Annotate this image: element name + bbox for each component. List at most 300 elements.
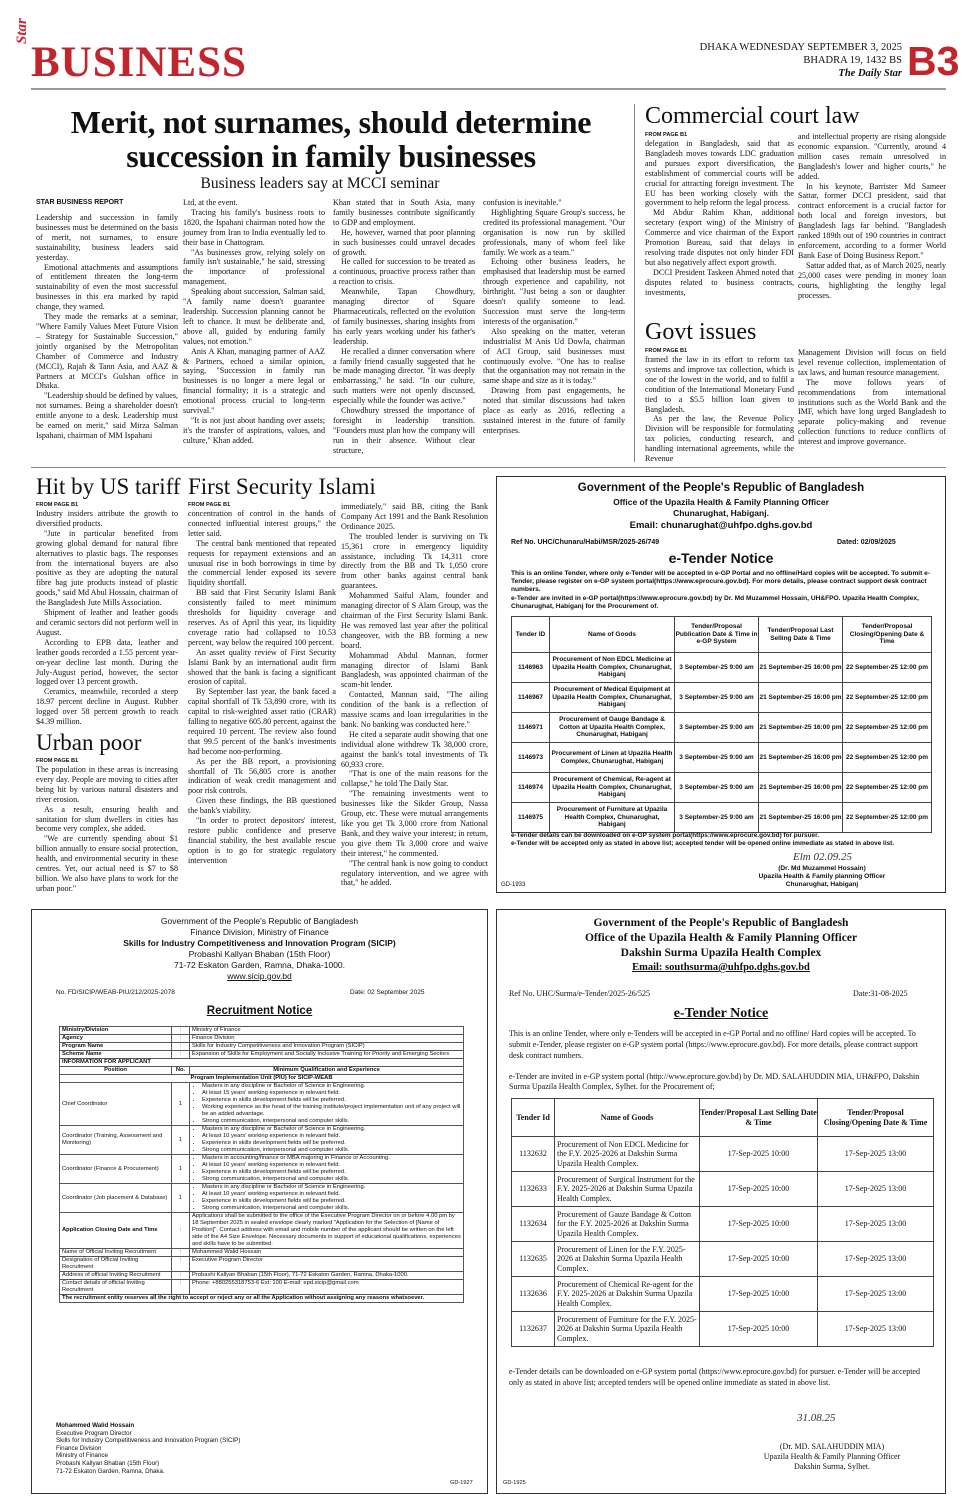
ad2-info-colon: : xyxy=(172,1027,190,1035)
ad2-info-head-row xyxy=(60,1059,464,1067)
ad2-closing-text: Applications shall be submitted to the office of the Executive Program Director on or before 4.00 pm by 18 September 2025 in sealed envelope clearly marked "Application for the Selection of [Name of Position]". Contact address with email and mobile number of the applicant should be written on the left side of the A4 Size Envelope. Necessary documents in support of educational qualifications, experiences and skills have to be submitted. xyxy=(190,1213,464,1249)
ad2-contact-label: Designation of Official Inviting Recruitment xyxy=(60,1257,172,1272)
urban-paragraph: The population in these areas is increasing every day. People are moving to cities after being hit by various natural disasters and river erosion. xyxy=(36,765,178,804)
ad3-sig-name: (Dr. MD. SALAHUDDIN MIA) xyxy=(779,1442,885,1451)
ad2-qual-item: • Working experience as the head of the training institute/project implementation unit of any project will be an added advantage. xyxy=(202,1104,461,1118)
ad1-cell-id: 1146967 xyxy=(512,683,550,713)
ad3-complex-line: Dakshin Surma Upazila Health Complex xyxy=(620,947,822,959)
ad2-position-name: Coordinator (Job placement & Database) xyxy=(60,1184,172,1213)
govt-from-page: FROM PAGE B1 xyxy=(645,348,688,354)
fsibl-col1-paragraph: By September last year, the bank faced a capital shortfall of Tk 53,890 crore, with its capital to risk-weighted asset ratio (CRAR) falling to negative 605.80 percent, against the required 10 percent. The review also found that 99.5 percent of the bank's investments had become non-performing. xyxy=(188,687,336,756)
ad2-unit: Program Implementation Unit (PIU) for SICIP-WEAB xyxy=(60,1075,464,1083)
ad1-cell-pub: 3 September-25 9:00 am xyxy=(675,683,759,713)
sicip-recruitment-ad xyxy=(31,909,488,1494)
ad2-signature-line: Mohammed Walid Hossain xyxy=(56,1422,135,1429)
ad3-cell-sell: 17-Sep-2025 10:00 xyxy=(700,1312,818,1347)
fsibl-col2-paragraph: The troubled lender is surviving on Tk 15,361 crore in emergency liquidity assistance, including Tk 14,311 crore directly from the BB and Tk 1,050 crore from other banks against central bank guarantees. xyxy=(341,531,488,591)
ad2-qual-list xyxy=(192,1083,461,1125)
ad1-cell-goods: Procurement of Gauge Bandage & Cotton at Upazila Health Complex, Chunarughat, Habiganj xyxy=(550,713,675,743)
ad3-cell-goods: Procurement of Non EDCL Medicine for the F.Y. 2025-2026 at Dakshin Surma Upazila Health Complex. xyxy=(555,1137,700,1172)
ad1-sig-place: Chunarughat, Habiganj xyxy=(785,881,859,888)
fsibl-col1-paragraph: An asset quality review of First Security Islami Bank by an international audit firm showed that the bank is facing a significant erosion of capital. xyxy=(188,647,336,687)
ad2-info-value: Expansion of Skills for Employment and Socially Inclusive Training for Priority and Emerging Sectors xyxy=(190,1051,464,1059)
bhadra-date: BHADRA 19, 1432 BS xyxy=(803,55,902,66)
lead-col2-paragraph: "As businesses grow, relying solely on family isn't sustainable," he said, stressing the importance of professional management. xyxy=(183,247,325,287)
fsibl-col2-paragraph: "That is one of the main reasons for the collapse," he told The Daily Star. xyxy=(341,769,488,789)
ad2-contact-value: Probashi Kallyan Bhaban (15th Floor), 71-72 Eskaton Garden, Ramna, Dhaka-1000. xyxy=(190,1272,464,1280)
commercial-col1-paragraph: DCCI President Taskeen Ahmed noted that disputes related to business contracts, investments, xyxy=(645,267,794,297)
commercial-col1-paragraph: delegation in Bangladesh, said that as Bangladesh moves towards LDC graduation and pursues export diversification, the establishment of commercial courts will be crucial for attracting foreign investment. The EU has been working closely with the government to help reform the legal process. xyxy=(645,139,794,208)
ad1-cell-id: 1146974 xyxy=(512,773,550,803)
ad1-signature: Elm 02.09.25 xyxy=(793,851,852,863)
tariff-paragraph: According to EPB data, leather and leather goods recorded a 1.55 percent year-on-year decline last month. During the July-August period, however, the sector logged over 13 percent growth. xyxy=(36,637,178,687)
fsibl-col2-paragraph: He cited a separate audit showing that one individual alone withdrew Tk 38,000 crore, against the bank's total investments of Tk 60,933 crore. xyxy=(341,729,488,769)
ad1-title: e-Tender Notice xyxy=(668,550,774,566)
ad3-cell-sell: 17-Sep-2025 10:00 xyxy=(700,1207,818,1242)
ad3-date: Date:31-08-2025 xyxy=(853,989,908,998)
page-number: B3 xyxy=(907,38,960,84)
ad2-info-label: Ministry/Division xyxy=(60,1027,172,1035)
section-title: BUSINESS xyxy=(31,39,247,86)
ad2-info-label: Program Name xyxy=(60,1043,172,1051)
ad2-qual-list xyxy=(192,1184,461,1212)
fsibl-col1-paragraph: BB said that First Security Islami Bank consistently failed to meet minimum thresholds for liquidity coverage and reserves. As of April this year, its liquidity coverage ratio had collapsed to 10.53 percent, way below the required 100 percent. xyxy=(188,588,336,647)
ad1-th-id: Tender ID xyxy=(512,617,550,653)
ad1-sig-title: Upazila Health & Family planning Officer xyxy=(758,873,886,880)
ad1-cell-id: 1146975 xyxy=(512,803,550,833)
ad2-position-no: 1 xyxy=(172,1184,190,1213)
ad2-contact-colon: : xyxy=(172,1280,190,1295)
lead-col3-paragraph: He, however, warned that poor planning in such businesses could unravel decades of growth. xyxy=(333,227,475,257)
ad3-email[interactable]: Email: southsurma@uhfpo.dghs.gov.bd xyxy=(632,962,810,973)
ad1-cell-close: 22 September-25 12:00 pm xyxy=(843,653,932,683)
ad1-email: Email: chunarughat@uhfpo.dghs.gov.bd xyxy=(629,520,813,531)
ad3-sig-place: Dakshin Surma, Sylhet. xyxy=(794,1462,870,1471)
ad1-cell-id: 1146971 xyxy=(512,713,550,743)
ad2-info-value: Skills for Industry Competitiveness and Innovation Program (SICIP) xyxy=(190,1043,464,1051)
ad1-cell-close: 22 September-25 12:00 pm xyxy=(843,743,932,773)
ad3-invite: e-Tender are invited in e-GP system portal (http://www.eprocure.gov.bd) by Dr. MD. SALAHUDDIN MIA, UH&FPO, Dakshin Surma Upazila Health Complex, Sylhet. for the Procurement of; xyxy=(509,1072,920,1091)
lead-col4-paragraph: Drawing from past engagements, he noted that similar discussions had taken place as early as 2016, reflecting a sustained interest in the future of family enterprises. xyxy=(483,386,625,435)
ad2-qual-item: • Masters in any discipline or Bachelor of Science in Engineering. xyxy=(202,1184,461,1191)
ad3-table-row xyxy=(512,1312,934,1347)
ad3-cell-close: 17-Sep-2025 13:00 xyxy=(818,1172,934,1207)
govt-column-1 xyxy=(645,355,794,464)
ad3-table-row xyxy=(512,1207,934,1242)
ad1-date: Dated: 02/09/2025 xyxy=(837,539,896,546)
ad2-position-no: 1 xyxy=(172,1126,190,1155)
fsibl-col1-paragraph: The central bank mentioned that repeated requests for repayment extensions and an unusual rise in both borrowings in time by the commercial lender exposed its severe liquidity shortfall. xyxy=(188,538,336,588)
ad3-th-close: Tender/Proposal Closing/Opening Date & Time xyxy=(818,1099,934,1137)
ad2-col-no: No. xyxy=(172,1067,190,1075)
ad3-cell-sell: 17-Sep-2025 10:00 xyxy=(700,1277,818,1312)
ad2-qual-item: • Strong communication, interpersonal and computer skills. xyxy=(202,1176,461,1183)
govt-col1-paragraph: framed the law in its effort to reform tax systems and improve tax collection, which is one of the lowest in the world, and to fulfil a condition of the International Monetary Fund tied to a $5.5 billion loan given to Bangladesh. xyxy=(645,355,794,414)
lead-col3-paragraph: He recalled a dinner conversation where a family friend casually suggested that he be made managing director. "It was deeply embarrassing," he said. "In our culture, such matters were not openly discussed, especially while the founder was active." xyxy=(333,346,475,406)
commercial-col2-paragraph: and intellectual property are rising alongside economic expansion. "Currently, around 4 million cases remain unresolved in Bangladesh's lower and higher courts," he added. xyxy=(798,132,946,181)
ad3-table-header xyxy=(512,1099,934,1137)
ad1-intro: This is an online Tender, where only e-Tender will be accepted in e-GP Portal and no offline/Hard copies will be accepted. To submit e-Tender, please register on e-GP system portal(https://www.eprocure.gov.bd). For more details, please contract support desk contract numbers. xyxy=(511,570,931,593)
ad3-cell-goods: Procurement of Gauze Bandage & Cotton for the F.Y. 2025-2026 at Dakshin Surma Upazila Health Complex. xyxy=(555,1207,700,1242)
masthead xyxy=(0,0,977,96)
fsibl-col1-paragraph: As per the BB report, a provisioning shortfall of Tk 56,805 crore is another indication of weak credit management and poor risk controls. xyxy=(188,756,336,796)
lead-col4-paragraph: Highlighting Square Group's success, he credited its professional management. "Our organisation is now run by skilled professionals, many of whom feel like family. We work as a team." xyxy=(483,207,625,257)
ad2-contact-colon: : xyxy=(172,1272,190,1280)
ad1-table-header xyxy=(512,617,932,653)
lead-col2-paragraph: Anis A Khan, managing partner of AAZ & Partners, echoed a similar opinion, saying, "Succession in family run businesses is no longer a mere legal or financial formality; it is a strategic and emotional process crucial to long-term survival." xyxy=(183,346,325,416)
lead-column-3 xyxy=(333,198,475,458)
ad1-cell-sell: 21 September-25 16:00 pm xyxy=(759,743,843,773)
lead-col2-paragraph: "It is not just about handing over assets; it's the transfer of aspirations, values, and culture," Khan added. xyxy=(183,415,325,445)
ad1-th-pub: Tender/Proposal Publication Date & Time in e-GP System xyxy=(675,617,759,653)
lead-right-rule xyxy=(634,104,635,462)
paper-name: The Daily Star xyxy=(838,68,902,79)
ad2-signature-line: Finance Division xyxy=(56,1444,102,1452)
lead-col2-paragraph: Tracing his family's business roots to 1820, the Ispahani chairman noted how the journey from Iran to India eventually led to their base in Chattogram. xyxy=(183,207,325,247)
ad2-qual-item: • Masters in accounting/finance or MBA majoring in Finance or Accounting. xyxy=(202,1155,461,1162)
ad2-signature-line: Probashi Kallyan Bhaban (15th Floor) xyxy=(56,1459,160,1467)
fsibl-col1-paragraph: concentration of control in the hands of connected influential interest groups," the letter said. xyxy=(188,509,336,538)
lead-col4-paragraph: Also speaking on the matter, veteran industrialist M Anis Ud Dowla, chairman of ACI Group, said businesses must continuously evolve. "One has to realise that the organisation may not remain in the same shape and size as it is today." xyxy=(483,326,625,386)
ad2-closing-label: Application Closing Date and Time xyxy=(60,1213,172,1249)
urban-paragraph: "We are currently spending about $1 billion annually to ensure social protection, health, and environmental security in these centres. Yet, our actual need is $7 to $8 billion. We also have plans to work for the urban poor." xyxy=(36,834,178,893)
ad1-ref: Ref No. UHC/Chunaru/Habi/MSR/2025-26/749 xyxy=(511,539,660,546)
lead-subhead: Business leaders say at MCCI seminar xyxy=(200,175,440,192)
ad3-cell-sell: 17-Sep-2025 10:00 xyxy=(700,1172,818,1207)
ad3-cell-close: 17-Sep-2025 13:00 xyxy=(818,1242,934,1277)
ad2-code: GD-1927 xyxy=(450,1480,473,1486)
section-rule-1 xyxy=(31,467,946,468)
ad2-contact-row xyxy=(60,1257,464,1272)
ad2-qual-item: • At least 10 years' working experience in relevant field. xyxy=(202,1191,461,1198)
govt-col2-paragraph: Management Division will focus on field level revenue collection, implementation of tax laws, and human resource management. xyxy=(798,348,946,377)
ad2-info-label: Scheme Name xyxy=(60,1051,172,1059)
ad2-reserve: The recruitment entity reserves all the right to accept or reject any or all the Application without assigning any reasons whatsoever. xyxy=(60,1295,464,1303)
ad2-info-label: Agency xyxy=(60,1035,172,1043)
ad2-position-quals xyxy=(190,1083,464,1126)
ad3-table-row xyxy=(512,1137,934,1172)
ad2-col-qual: Minimum Qualification and Experience xyxy=(190,1067,464,1075)
ad2-program: Skills for Industry Competitiveness and Innovation Program (SICIP) xyxy=(123,938,396,948)
ad2-ref: No. FD/SICIP/WEAB-PIU/212/2025-2078 xyxy=(56,989,175,996)
ad1-cell-close: 22 September-25 12:00 pm xyxy=(843,713,932,743)
ad2-qual-item: • Strong communication, interpersonal and computer skills. xyxy=(202,1147,461,1154)
ad1-tender-table xyxy=(511,616,932,833)
govt-col2-paragraph: The move follows years of recommendations from international institutions such as the World Bank and the IMF, which have long urged Bangladesh to separate policy-making and revenue collection functions to reduce conflicts of interest and improve governance. xyxy=(798,377,946,447)
ad1-cell-pub: 3 September-25 9:00 am xyxy=(675,743,759,773)
ad2-column-head-row xyxy=(60,1067,464,1075)
commercial-from-page: FROM PAGE B1 xyxy=(645,132,688,138)
ad1-table-row xyxy=(512,653,932,683)
ad3-cell-close: 17-Sep-2025 13:00 xyxy=(818,1207,934,1242)
lead-col1-paragraph: "Leadership should be defined by values, not surnames. Being a shareholder doesn't entitle anyone to a desk. Leadership must be earned on merit," said Mirza Salman Ispahani, chairman of MM Ispahani xyxy=(36,391,178,440)
ad2-qual-item: • Experience in skills development fields will be preferred. xyxy=(202,1169,461,1176)
ad1-cell-sell: 21 September-25 16:00 pm xyxy=(759,683,843,713)
ad2-info-row xyxy=(60,1035,464,1043)
urban-body xyxy=(36,765,178,893)
ad2-qual-item: • Experience in skills development fields will be preferred. xyxy=(202,1140,461,1147)
lead-col4-paragraph: confusion is inevitable." xyxy=(483,198,562,207)
ad3-foot: e-Tender details can be downloaded on e-GP system portal (https://www.eprocure.gov.bd) for pursuer. e-Tender will be accepted only as stated in above list; accepted tenders will be opened online immediate as stated in above list. xyxy=(509,1367,920,1387)
ad2-division: Finance Division, Ministry of Finance xyxy=(190,927,329,937)
ad3-cell-sell: 17-Sep-2025 10:00 xyxy=(700,1242,818,1277)
ad1-th-sell: Tender/Proposal Last Selling Date & Time xyxy=(759,617,843,653)
ad2-info-head: INFORMATION FOR APPLICANT xyxy=(60,1059,464,1067)
ad2-date: Date: 02 September 2025 xyxy=(350,989,425,996)
ad2-qual-item: • Experience in skills development fields will be preferred. xyxy=(202,1097,461,1104)
ad2-position-quals xyxy=(190,1155,464,1184)
ad1-table-row xyxy=(512,713,932,743)
ad1-cell-close: 22 September-25 12:00 pm xyxy=(843,803,932,833)
ad3-cell-goods: Procurement of Furniture for the F.Y. 2025-2026 at Dakshin Surma Upazila Health Complex. xyxy=(555,1312,700,1347)
govt-column-2 xyxy=(798,348,946,459)
ad2-website[interactable]: www.sicip.gov.bd xyxy=(227,971,292,981)
ad3-tender-table xyxy=(511,1098,934,1347)
ad1-cell-pub: 3 September-25 9:00 am xyxy=(675,803,759,833)
lead-col4-paragraph: Echoing other business leaders, he emphasised that leadership must be earned through experience and capability, not birthright. "Just being a son or daughter doesn't qualify someone to lead. Succession must serve the long-term interests of the organisation." xyxy=(483,257,625,326)
ad1-sig-name: (Dr. Md Muzammel Hossain) xyxy=(778,865,866,872)
ad1-cell-close: 22 September-25 12:00 pm xyxy=(843,683,932,713)
ad3-cell-id: 1132637 xyxy=(512,1312,555,1347)
ad2-position-quals xyxy=(190,1184,464,1213)
ad1-cell-goods: Procurement of Non EDCL Medicine at Upazila Health Complex, Chunarughat, Habiganj xyxy=(550,653,675,683)
lead-col3-paragraph: Meanwhile, Tapan Chowdhury, managing director of Square Pharmaceuticals, reflected on the evolution of family businesses, sharing insights from his early years working under his father's leadership. xyxy=(333,287,475,346)
ad3-ref: Ref No. UHC/Surma/e-Tender/2025-26/525 xyxy=(509,989,650,998)
ad3-cell-goods: Procurement of Surgical Instrument for the F.Y. 2025-2026 at Dakshin Surma Upazila Health Complex. xyxy=(555,1172,700,1207)
dakshin-surma-tender-ad xyxy=(496,909,946,1494)
ad2-contact-row xyxy=(60,1249,464,1257)
tariff-paragraph: Industry insiders attribute the growth to diversified products. xyxy=(36,509,178,528)
ad2-contact-colon: : xyxy=(172,1257,190,1272)
ad2-closing-colon: : xyxy=(172,1213,190,1249)
ad2-qual-list xyxy=(192,1155,461,1183)
lead-col1-paragraph: Emotional attachments and assumptions of entitlement threaten the long-term sustainability of even the most successful businesses in this era marked by rapid change, they warned. xyxy=(36,262,178,312)
ad3-th-id: Tender Id xyxy=(512,1099,555,1137)
ad1-invite: e-Tender are invited in e-GP portal(https://www.eprocure.gov.bd) by Dr. Md Muzammel Hossain, UH&FPO. Upazila Health Complex, Chunarughat, Habiganj for the Procurement of. xyxy=(511,595,919,610)
ad2-signature-line: Executive Program Director xyxy=(56,1429,132,1437)
lead-col1-paragraph: They made the remarks at a seminar, "Where Family Values Meet Future Vision – Strategy for Sustainable Succession," jointly organised by the Metropolitan Chamber of Commerce and Industry (MCCI), Rajah & Tann Asia, and AAZ & Partners at MCCI's Gulshan office in Dhaka. xyxy=(36,312,178,391)
ad1-cell-id: 1146963 xyxy=(512,653,550,683)
ad1-th-close: Tender/Proposal Closing/Opening Date & Time xyxy=(843,617,932,653)
lead-col1-paragraph: Leadership and succession in family businesses must be determined on the basis of merit, not surnames, to ensure sustainability, business leaders said yesterday. xyxy=(36,213,178,262)
ad3-th-sell: Tender/Proposal Last Selling Date & Time xyxy=(700,1099,818,1137)
ad2-signature-block xyxy=(56,1422,240,1475)
masthead-star-logo: Star xyxy=(14,18,30,44)
ad1-office-line: Office of the Upazila Health & Family Planning Officer xyxy=(613,497,829,507)
ad1-cell-goods: Procurement of Chemical, Re-agent at Upazila Health Complex, Chunarughat, Habiganj xyxy=(550,773,675,803)
ad2-info-row xyxy=(60,1043,464,1051)
ad1-cell-id: 1146973 xyxy=(512,743,550,773)
tariff-body xyxy=(36,509,178,727)
lead-col2-paragraph: Speaking about succession, Salman said, "A family name doesn't guarantee leadership. Succession planning cannot be left to chance. It must be deliberate and, above all, guided by enduring family values, not emotion." xyxy=(183,287,325,346)
ad2-contact-value: Mohammed Walid Hossain xyxy=(190,1249,464,1257)
ad3-signature: 31.08.25 xyxy=(797,1412,836,1424)
urban-headline: Urban poor xyxy=(36,730,142,755)
ad2-qual-item: • At least 10 years' working experience in relevant field. xyxy=(202,1133,461,1140)
ad2-position-no: 1 xyxy=(172,1083,190,1126)
tariff-paragraph: "Jute in particular benefited from growing global demand for natural fibre alternatives to plastic bags. The responses from the international buyers are also positive as they are adopting the natural fibre bag jute products instead of plastic goods," said Md Abul Hossain, chairman of the Bangladesh Jute Mills Association. xyxy=(36,528,178,608)
ad2-reserve-row xyxy=(60,1295,464,1303)
ad2-address: 71-72 Eskaton Garden, Ramna, Dhaka-1000. xyxy=(173,960,346,970)
ad1-th-goods: Name of Goods xyxy=(550,617,675,653)
ad2-position-row xyxy=(60,1126,464,1155)
ad2-contact-label: Address of official Inviting Recruitment xyxy=(60,1272,172,1280)
ad1-cell-close: 22 September-25 12:00 pm xyxy=(843,773,932,803)
ad2-col-position: Position xyxy=(60,1067,172,1075)
ad1-cell-sell: 21 September-25 16:00 pm xyxy=(759,653,843,683)
ad2-unit-row xyxy=(60,1075,464,1083)
chunarughat-tender-ad xyxy=(496,476,946,893)
ad2-position-name: Chief Coordinator xyxy=(60,1083,172,1126)
fsibl-column-2 xyxy=(341,502,488,887)
fsibl-col2-paragraph: Contacted, Mannan said, "The ailing condition of the bank is a reflection of massive scams and loan irregularities in the bank. No banking was conducted here." xyxy=(341,690,488,729)
lead-col2-paragraph: Ltd, at the event. xyxy=(183,198,238,207)
ad2-position-name: Coordinator (Training, Assessment and Monitoring) xyxy=(60,1126,172,1155)
ad1-cell-pub: 3 September-25 9:00 am xyxy=(675,713,759,743)
ad1-place-line: Chunarughat, Habiganj. xyxy=(673,508,769,518)
ad1-code: GD-1933 xyxy=(501,882,526,888)
ad2-info-value: Finance Division xyxy=(190,1035,464,1043)
ad2-info-colon: : xyxy=(172,1051,190,1059)
ad2-contact-label: Name of Official Inviting Recruitment xyxy=(60,1249,172,1257)
ad3-intro: This is an online Tender, where only e-Tenders will be accepted in e-GP Portal and no offline/ Hard copies will be accepted. To submit e-Tender, please register on e-GP system portal (https://www.eprocure.gov.bd). For more details, please contract support desk contract numbers. xyxy=(509,1029,918,1060)
fsibl-col2-paragraph: "The central bank is now going to conduct regulatory intervention, and we agree with that," he added. xyxy=(341,858,488,888)
commercial-column-2 xyxy=(798,132,946,318)
fsibl-col2-paragraph: Mohammad Abdul Mannan, former managing director of Islami Bank Bangladesh, was appointed chairman of the scam-hit lender. xyxy=(341,650,488,690)
lead-col3-paragraph: He called for succession to be treated as a continuous, proactive process rather than a reaction to crisis. xyxy=(333,257,475,287)
tariff-paragraph: Ceramics, meanwhile, recorded a steep 18.97 percent decline in August. Rubber logged over 58 percent growth to reach $4.39 million. xyxy=(36,687,178,727)
ad2-building: Probashi Kallyan Bhaban (15th Floor) xyxy=(188,949,331,959)
ad2-contact-row xyxy=(60,1272,464,1280)
ad2-qual-item: • Strong communication, interpersonal and computer skills. xyxy=(202,1205,461,1212)
ad2-info-colon: : xyxy=(172,1043,190,1051)
ad3-table-row xyxy=(512,1172,934,1207)
ad1-cell-goods: Procurement of Linen at Upazila Health Complex, Chunarughat, Habiganj xyxy=(550,743,675,773)
ad2-qual-item: • At least 10 years' working experience in relevant field. xyxy=(202,1162,461,1169)
ad3-table-row xyxy=(512,1242,934,1277)
ad3-cell-close: 17-Sep-2025 13:00 xyxy=(818,1137,934,1172)
ad2-contact-value: Phone: +880255318753-6 Ext: 100 E-mail: epd.sicip@gmail.com xyxy=(190,1280,464,1295)
ad3-cell-id: 1132632 xyxy=(512,1137,555,1172)
ad2-info-row xyxy=(60,1051,464,1059)
ad2-contact-row xyxy=(60,1280,464,1295)
ad1-table-row xyxy=(512,743,932,773)
ad1-gov-line: Government of the People's Republic of Bangladesh xyxy=(577,482,865,494)
urban-paragraph: As a result, ensuring health and sanitation for slum dwellers in cities has become very complex, she added. xyxy=(36,804,178,834)
fsibl-col1-paragraph: "In order to protect depositors' interest, restore public confidence and preserve financial stability, the best available rescue option is to go for strategic regulatory intervention xyxy=(188,816,336,865)
tariff-from-page: FROM PAGE B1 xyxy=(36,502,79,508)
ad2-position-row xyxy=(60,1155,464,1184)
ad2-qual-list xyxy=(192,1126,461,1154)
ad1-cell-sell: 21 September-25 16:00 pm xyxy=(759,713,843,743)
ad2-recruitment-table xyxy=(59,1026,464,1303)
ad2-position-row xyxy=(60,1083,464,1126)
urban-from-page: FROM PAGE B1 xyxy=(36,758,79,764)
ad2-contact-colon: : xyxy=(172,1249,190,1257)
ad2-position-row xyxy=(60,1184,464,1213)
ad1-cell-sell: 21 September-25 16:00 pm xyxy=(759,803,843,833)
ad3-code: GD-1925 xyxy=(503,1480,526,1486)
ad2-position-name: Coordinator (Finance & Procurement) xyxy=(60,1155,172,1184)
ad2-closing-row xyxy=(60,1213,464,1249)
ad1-cell-pub: 3 September-25 9:00 am xyxy=(675,773,759,803)
ad2-qual-item: • Experience in skills development fields will be preferred. xyxy=(202,1198,461,1205)
ad1-cell-pub: 3 September-25 9:00 am xyxy=(675,653,759,683)
ad3-cell-sell: 17-Sep-2025 10:00 xyxy=(700,1137,818,1172)
ad1-table-row xyxy=(512,803,932,833)
ad2-signature-line: Ministry of Finance xyxy=(56,1452,108,1460)
commercial-col2-paragraph: Sattar added that, as of March 2025, nearly 25,000 cases were pending in money loan courts, highlighting the lengthy legal processes. xyxy=(798,260,946,300)
ad3-cell-id: 1132635 xyxy=(512,1242,555,1277)
ad2-info-colon: : xyxy=(172,1035,190,1043)
lead-byline: STAR BUSINESS REPORT xyxy=(36,199,124,206)
fsibl-col2-paragraph: "The remaining investments went to businesses like the Sikder Group, Nassa Group, etc. These were mutual arrangements like you get Tk 3,000 crore from National Bank, and they waive your interest; in return, you give them Tk 3,000 crore and waive their interest," he commented. xyxy=(341,789,488,858)
masthead-rule xyxy=(31,88,946,90)
ad3-cell-close: 17-Sep-2025 13:00 xyxy=(818,1312,934,1347)
lead-column-4 xyxy=(483,198,625,458)
fsibl-column-1 xyxy=(188,509,336,887)
tariff-paragraph: Shipment of leather and leather goods and ceramic sectors did not perform well in August. xyxy=(36,608,178,637)
fsibl-col2-paragraph: Mohammed Saiful Alam, founder and managing director of S Alam Group, was the chairman of the First Security Islami Bank. He was removed last year after the political changeover, with the BB forming a new board. xyxy=(341,591,488,650)
ad1-table-row xyxy=(512,683,932,713)
ad3-cell-id: 1132633 xyxy=(512,1172,555,1207)
ad1-cell-goods: Procurement of Medical Equipment at Upazila Health Complex, Chunarughat, Habiganj xyxy=(550,683,675,713)
ad3-cell-goods: Procurement of Chemical Re-agent for the F.Y. 2025-2026 at Dakshin Surma Upazila Health Complex. xyxy=(555,1277,700,1312)
commercial-col2-paragraph: In his keynote, Barrister Md Sameer Sattar, former DCCI president, said that contract enforcement is a crucial factor for both local and foreign investors, but Bangladesh lags far behind. "Bangladesh ranked 189th out of 190 countries in contract enforcement, according to a former World Bank Ease of Doing Business Report." xyxy=(798,181,946,260)
govt-col1-paragraph: As per the law, the Revenue Policy Division will be responsible for formulating tax policies, conducting research, and handling international agreements, while the Revenue xyxy=(645,414,794,464)
lead-col3-paragraph: Chowdhury stressed the importance of foresight in leadership transition. "Founders must plan how the company will run in their absence. Without clear structure, xyxy=(333,406,475,455)
fsibl-col1-paragraph: Given these findings, the BB questioned the bank's viability. xyxy=(188,796,336,816)
ad3-cell-close: 17-Sep-2025 13:00 xyxy=(818,1277,934,1312)
ad2-qual-item: • Masters in any discipline or Bachelor of Science in Engineering. xyxy=(202,1083,461,1090)
commercial-headline: Commercial court law xyxy=(645,103,860,129)
lead-col3-paragraph: Khan stated that in South Asia, many family businesses contribute significantly to GDP and employment. xyxy=(333,198,475,227)
ad2-signature-line: Skills for Industry Competitiveness and Innovation Program (SICIP) xyxy=(56,1437,241,1445)
ad3-gov-line: Government of the People's Republic of Bangladesh xyxy=(593,917,849,929)
dateline: DHAKA WEDNESDAY SEPTEMBER 3, 2025 xyxy=(699,42,902,53)
ad2-qual-item: • Masters in any discipline or Bachelor of Science in Engineering. xyxy=(202,1126,461,1133)
ad1-foot2: e-Tender will be accepted only as stated in above list; accepted tender will be opened online immediate as stated in above list. xyxy=(511,840,895,847)
ad2-qual-item: • At least 15 years' working experience in relevant field. xyxy=(202,1090,461,1097)
ad3-office-line: Office of the Upazila Health & Family Planning Officer xyxy=(584,932,858,944)
fsibl-col2-paragraph: immediately," said BB, citing the Bank Company Act 1991 and the Bank Resolution Ordinance 2025. xyxy=(341,502,488,531)
ad1-cell-goods: Procurement of Furniture at Upazila Health Complex, Chunarughat, Habiganj xyxy=(550,803,675,833)
lead-headline-line2: succession in family businesses xyxy=(126,138,536,174)
ad2-position-no: 1 xyxy=(172,1155,190,1184)
ad3-cell-goods: Procurement of Linen for the F.Y. 2025-2026 at Dakshin Surma Upazila Health Complex. xyxy=(555,1242,700,1277)
lead-column-2 xyxy=(183,198,325,458)
lead-column-1 xyxy=(36,213,178,458)
ad1-foot1: e-Tender details can be downloaded on e-GP system portal(https://www.eprocure.gov.bd) for pursuer. xyxy=(511,832,819,839)
ad2-info-row xyxy=(60,1027,464,1035)
govt-headline: Govt issues xyxy=(645,319,757,345)
ad1-table-row xyxy=(512,773,932,803)
ad3-cell-id: 1132634 xyxy=(512,1207,555,1242)
ad3-sig-title: Upazila Health & Family Planning Officer xyxy=(763,1452,901,1461)
tariff-headline: Hit by US tariff xyxy=(36,474,181,499)
lead-headline-line1: Merit, not surnames, should determine xyxy=(70,104,592,140)
fsibl-headline: First Security Islami xyxy=(188,474,376,499)
ad2-contact-label: Contact details of official Inviting Recruitment xyxy=(60,1280,172,1295)
fsibl-from-page: FROM PAGE B1 xyxy=(188,502,231,508)
ad3-cell-id: 1132636 xyxy=(512,1277,555,1312)
ad2-gov-line: Government of the People's Republic of Bangladesh xyxy=(160,916,359,926)
commercial-col1-paragraph: Md Abdur Rahim Khan, additional secretary (export wing) of the Ministry of Commerce and vice chairman of the Export Promotion Bureau, said that delays in resolving trade disputes not only hinder FDI but also negatively affect export growth. xyxy=(645,208,794,267)
ad3-title: e-Tender Notice xyxy=(673,1006,769,1021)
ad2-signature-line: 71-72 Eskaton Garden, Ramna, Dhaka. xyxy=(56,1467,165,1475)
ad2-contact-value: Executive Program Director xyxy=(190,1257,464,1272)
ad3-table-row xyxy=(512,1277,934,1312)
